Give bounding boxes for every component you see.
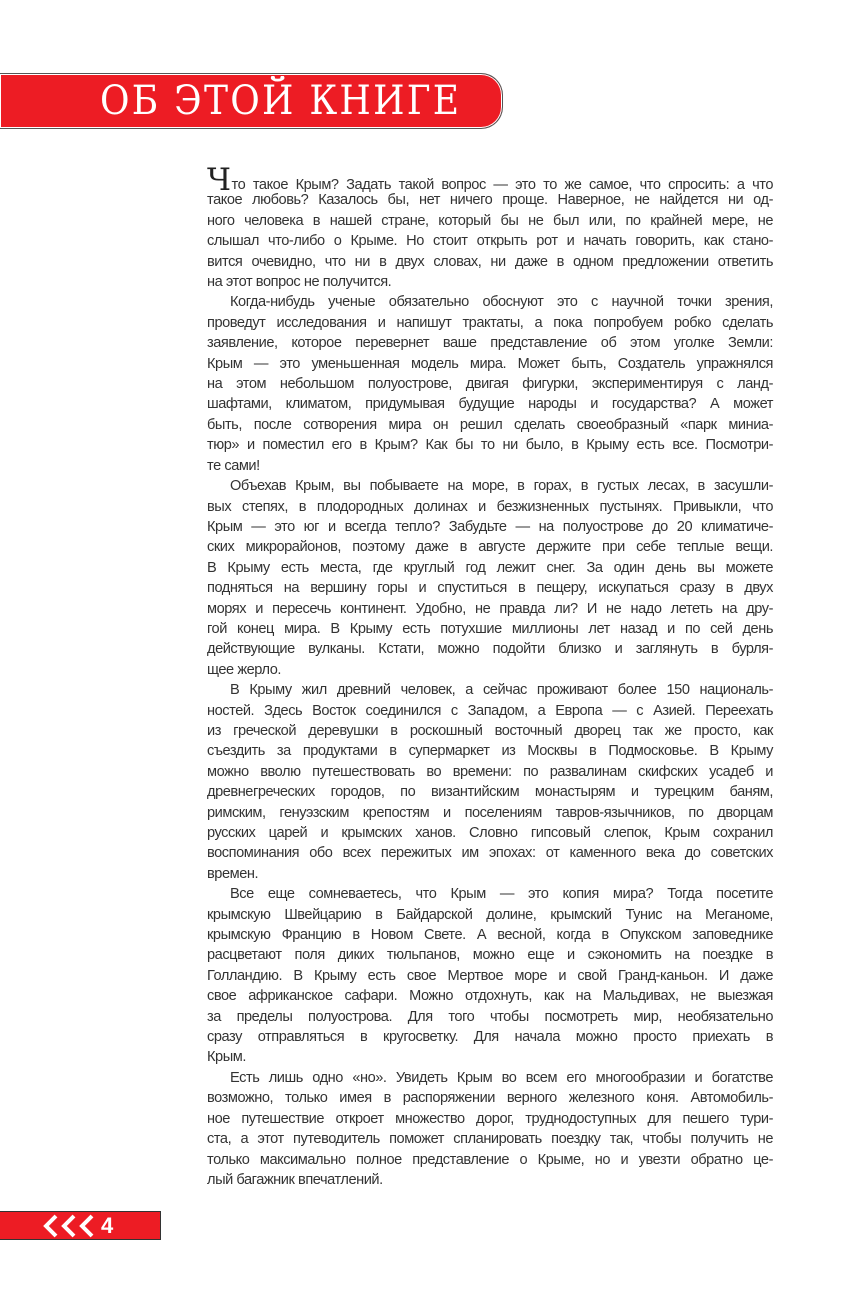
- text-line: [207, 721, 773, 741]
- line-text: сразу отправляться в кругосветку. Для начала можно просто приехать в: [207, 1029, 773, 1046]
- text-line: [207, 599, 773, 619]
- line-text: те сами!: [207, 457, 260, 474]
- line-text: морях и пересечь континент. Удобно, не правда ли? И не надо лететь на дру-: [207, 600, 773, 617]
- line-text: слышал что-либо о Крыме. Но стоит открыть рот и начать говорить, как стано-: [207, 233, 773, 250]
- chevrons-left-icon: [42, 1214, 98, 1238]
- line-text: ного человека в нашей стране, который бы не был или, по крайней мере, не: [207, 212, 773, 229]
- paragraph: [207, 680, 773, 884]
- text-line: [207, 660, 773, 680]
- text-line: [207, 905, 773, 925]
- line-text: Объехав Крым, вы побываете на море, в горах, в густых лесах, в засушли-: [230, 478, 773, 495]
- text-line: [207, 619, 773, 639]
- line-text: подняться на вершину горы и спуститься в пещеру, искупаться сразу в двух: [207, 580, 773, 597]
- line-text: русских царей и крымских ханов. Словно гипсовый слепок, Крым сохранил: [207, 825, 773, 841]
- text-line: [207, 211, 773, 231]
- text-line: [207, 823, 773, 843]
- text-line: [207, 1068, 773, 1088]
- text-line: [207, 1088, 773, 1108]
- text-line: [207, 843, 773, 863]
- line-text: Крым — это юг и всегда тепло? Забудьте — на полуострове до 20 климатиче-: [207, 518, 773, 535]
- text-line: [207, 701, 773, 721]
- text-line: [207, 1170, 773, 1190]
- line-text: за пределы полуострова. Для того чтобы посмотреть мир, необязательно: [207, 1008, 773, 1025]
- text-line: [207, 476, 773, 496]
- text-line: [207, 803, 773, 823]
- text-line: [207, 966, 773, 986]
- line-text: лый багажник впечатлений.: [207, 1171, 383, 1188]
- text-line: [207, 782, 773, 802]
- text-line: [207, 394, 773, 414]
- line-text: воспоминания обо всех пережитых им эпохах: от каменного века до советских: [207, 845, 773, 862]
- line-text: из греческой деревушки в роскошный восточный дворец так же просто, как: [207, 722, 773, 739]
- text-line: [207, 741, 773, 761]
- text-line: [207, 313, 773, 333]
- text-line: [207, 1007, 773, 1027]
- line-text: на этот вопрос не получится.: [207, 274, 392, 291]
- line-text: то такое Крым? Задать такой вопрос — это то же самое, что спросить: а что: [231, 177, 773, 193]
- line-text: Есть лишь одно «но». Увидеть Крым во всем его многообразии и богатстве: [230, 1069, 773, 1086]
- line-text: ное путешествие откроет множество дорог, труднодоступных для пешего тури-: [207, 1110, 773, 1127]
- line-text: ностей. Здесь Восток соединился с Западом, а Европа — с Азией. Переехать: [207, 702, 773, 719]
- line-text: римским, генуэзским крепостям и поселениям тавров-язычников, по дворцам: [207, 804, 773, 821]
- line-text: можно вволю путешествовать во времени: по развалинам скифских усадеб и: [207, 763, 773, 780]
- text-line: [207, 415, 773, 435]
- line-text: В Крыму жил древний человек, а сейчас проживают более 150 националь-: [230, 682, 773, 699]
- paragraph: [207, 292, 773, 476]
- text-line: [207, 578, 773, 598]
- text-line: [207, 292, 773, 312]
- page-number: 4: [101, 1213, 114, 1238]
- paragraph: [207, 476, 773, 680]
- line-text: быть, после сотворения мира он решил сделать своеобразный «парк миниа-: [207, 416, 773, 433]
- line-text: ских микрорайонов, поэтому даже в августе держите при себе теплые вещи.: [207, 539, 773, 556]
- text-line: [207, 456, 773, 476]
- line-text: свое африканское сафари. Можно отдохнуть, как на Мальдивах, не выезжая: [207, 988, 773, 1005]
- line-text: Крым — это уменьшенная модель мира. Может быть, Создатель упражнялся: [207, 355, 773, 372]
- text-line: [207, 162, 773, 198]
- text-line: [207, 1027, 773, 1047]
- text-line: [207, 1150, 773, 1170]
- text-line: [207, 497, 773, 517]
- line-text: древнегреческих городов, по византийским монастырям и турецким баням,: [207, 784, 773, 801]
- body-text: [207, 162, 773, 1190]
- drop-cap: Ч: [207, 162, 231, 198]
- text-line: [207, 517, 773, 537]
- line-text: Когда-нибудь ученые обязательно обоснуют это с научной точки зрения,: [230, 294, 773, 311]
- text-line: [207, 190, 773, 210]
- text-line: [207, 354, 773, 374]
- text-line: [207, 884, 773, 904]
- text-line: [207, 252, 773, 272]
- line-text: времен.: [207, 865, 259, 882]
- line-text: тюр» и поместил его в Крым? Как бы то ни было, в Крыму есть все. Посмотри-: [207, 437, 773, 454]
- text-line: [207, 639, 773, 659]
- text-line: [207, 1129, 773, 1149]
- line-text: ста, а этот путеводитель поможет спланировать поездку так, чтобы получить не: [207, 1131, 773, 1148]
- text-line: [207, 1109, 773, 1129]
- line-text: В Крыму есть места, где круглый год лежит снег. За один день вы можете: [207, 559, 773, 576]
- text-line: [207, 864, 773, 884]
- line-text: только максимально полное представление о Крыме, но и увезти обратно це-: [207, 1151, 773, 1168]
- text-line: [207, 762, 773, 782]
- line-text: проведут исследования и напишут трактаты, а пока попробуем робко сделать: [207, 314, 773, 331]
- line-text: возможно, только имея в распоряжении верного железного коня. Автомобиль-: [207, 1090, 773, 1107]
- text-line: [207, 986, 773, 1006]
- text-line: [207, 435, 773, 455]
- line-text: такое любовь? Казалось бы, нет ничего проще. Наверное, не найдется ни од-: [207, 192, 773, 209]
- line-text: вых степях, в плодородных долинах и безжизненных пустынях. Привыкли, что: [207, 498, 773, 515]
- text-line: [207, 680, 773, 700]
- line-text: шафтами, климатом, придумывая будущие народы и государства? А может: [207, 396, 773, 413]
- line-text: Все еще сомневаетесь, что Крым — это копия мира? Тогда посетите: [230, 886, 773, 903]
- text-line: [207, 558, 773, 578]
- text-line: [207, 374, 773, 394]
- line-text: щее жерло.: [207, 661, 281, 678]
- line-text: Крым.: [207, 1049, 246, 1066]
- line-text: на этом небольшом полуострове, двигая фигурки, экспериментируя с ланд-: [207, 376, 773, 393]
- paragraph: [207, 884, 773, 1068]
- text-line: [207, 1047, 773, 1067]
- line-text: действующие вулканы. Кстати, можно подойти близко и заглянуть в бурля-: [207, 641, 773, 658]
- line-text: расцветают поля диких тюльпанов, можно еще и сэкономить на поездке в: [207, 947, 773, 964]
- line-text: крымскую Швейцарию в Байдарской долине, крымский Тунис на Меганоме,: [207, 906, 773, 923]
- text-line: [207, 945, 773, 965]
- line-text: съездить за продуктами в супермаркет из Москвы в Подмосковье. В Крыму: [207, 743, 773, 760]
- text-line: [207, 231, 773, 251]
- text-line: [207, 537, 773, 557]
- line-text: вится очевидно, что ни в двух словах, ни даже в одном предложении ответить: [207, 253, 773, 270]
- paragraph: [207, 1068, 773, 1190]
- line-text: крымскую Францию в Новом Свете. А весной, когда в Опукском заповеднике: [207, 927, 773, 944]
- line-text: Голландию. В Крыму есть свое Мертвое море и свой Гранд-каньон. И даже: [207, 967, 773, 984]
- line-text: заявление, которое перевернет ваше представление об этом уголке Земли:: [207, 335, 773, 352]
- line-text: гой конец мира. В Крыму есть потухшие миллионы лет назад и по сей день: [207, 620, 773, 637]
- chapter-title: ОБ ЭТОЙ КНИГЕ: [100, 78, 462, 124]
- text-line: [207, 333, 773, 353]
- text-line: [207, 925, 773, 945]
- text-line: [207, 272, 773, 292]
- paragraph: [207, 162, 773, 292]
